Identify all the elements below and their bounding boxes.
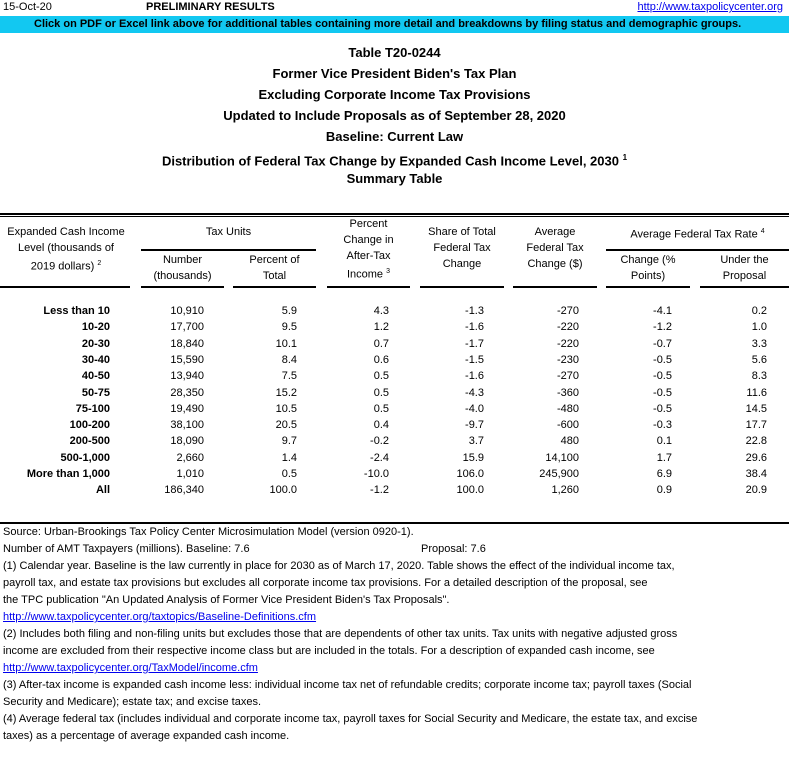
cell-share: -1.3 — [465, 305, 484, 317]
source-note: Source: Urban-Brookings Tax Policy Center Microsimulation Model (version 0920-1). — [3, 526, 414, 538]
table-subtitle-2: Updated to Include Proposals as of September 28, 2020 — [223, 108, 566, 123]
cell-number: 10,910 — [170, 305, 204, 317]
header-number: Number (thousands) — [153, 254, 212, 282]
cell-pct-change: -10.0 — [363, 468, 389, 480]
cell-pct-change: 0.4 — [373, 419, 389, 432]
cell-rate-change: -0.7 — [653, 337, 672, 350]
cell-avg-change: -360 — [556, 386, 579, 399]
cell-percent-of-total: 10.1 — [275, 337, 297, 350]
header-income-level: Expanded Cash Income Level (thousands of 2019 dollars) $^2$ — [7, 226, 125, 273]
cell-pct-change: -2.4 — [370, 451, 389, 464]
cell-rate-change: -4.1 — [653, 305, 672, 317]
cell-number: 186,340 — [164, 484, 204, 497]
header-rule — [327, 286, 410, 288]
cell-income-level: 200-500 — [69, 435, 110, 448]
cell-rate: 29.6 — [745, 451, 767, 464]
table-row — [0, 319, 789, 335]
cell-share: -4.0 — [465, 402, 484, 415]
table-row — [0, 401, 789, 417]
cell-share: -1.5 — [465, 353, 484, 366]
footnote-4: (4) Average federal tax (includes individual and corporate income tax, payroll taxes for Social Security and Medicare, the estate tax, and excise — [3, 713, 698, 725]
top-bar — [0, 0, 789, 15]
baseline-definitions-link[interactable]: http://www.taxpolicycenter.org/taxtopics/Baseline-Definitions.cfm — [3, 611, 317, 623]
cell-rate: 5.6 — [751, 353, 767, 366]
summary-label: Summary Table — [346, 171, 443, 186]
cell-rate: 20.9 — [745, 484, 767, 497]
cell-avg-change: -270 — [556, 370, 579, 383]
cell-rate: 3.3 — [751, 337, 767, 350]
table-titles — [0, 42, 789, 189]
cell-income-level: 500-1,000 — [60, 451, 110, 464]
cell-rate-change: 6.9 — [656, 468, 672, 480]
cell-share: -1.6 — [465, 321, 484, 334]
footnote-1: (1) Calendar year. Baseline is the law currently in place for 2030 as of March 17, 2020. Table shows the effect of the individual income tax, — [3, 560, 675, 572]
cell-share: -4.3 — [465, 386, 484, 399]
cell-rate: 14.5 — [745, 402, 767, 415]
header-rule — [513, 286, 597, 288]
cell-pct-change: -1.2 — [370, 484, 389, 497]
cell-income-level: Less than 10 — [43, 305, 110, 317]
table-row — [0, 466, 789, 482]
cell-rate: 17.7 — [745, 419, 767, 432]
cell-rate-change: -0.5 — [653, 353, 672, 366]
cell-rate: 8.3 — [751, 370, 767, 383]
header-tax-units: Tax Units — [205, 226, 252, 238]
cell-rate-change: 0.1 — [656, 435, 672, 448]
cell-income-level: 20-30 — [81, 337, 110, 350]
cell-pct-change: 0.7 — [373, 337, 389, 350]
tpc-website-link[interactable]: http://www.taxpolicycenter.org — [637, 1, 783, 13]
cell-number: 38,100 — [170, 419, 204, 432]
cell-avg-change: -230 — [556, 353, 579, 366]
cell-pct-change: 4.3 — [373, 305, 389, 317]
header-rate-under-proposal: Under the Proposal — [720, 254, 769, 282]
cell-avg-change: 245,900 — [539, 468, 579, 480]
cell-avg-change: -220 — [556, 337, 579, 350]
cell-avg-change: -220 — [556, 321, 579, 334]
header-rule — [700, 286, 789, 288]
table-row — [0, 352, 789, 368]
cell-rate-change: -0.5 — [653, 370, 672, 383]
cell-rate: 22.8 — [745, 435, 767, 448]
header-rule — [420, 286, 504, 288]
table-title: Former Vice President Biden's Tax Plan — [272, 66, 517, 81]
cell-rate-change: -0.3 — [653, 419, 672, 432]
cell-rate: 1.0 — [751, 321, 767, 334]
cell-percent-of-total: 0.5 — [281, 468, 297, 480]
cell-percent-of-total: 9.7 — [281, 435, 297, 448]
header-pct-change-after-tax: Percent Change in After-Tax Income $^3$ — [343, 218, 394, 281]
cell-pct-change: 0.5 — [373, 386, 389, 399]
cell-share: 15.9 — [462, 451, 484, 464]
footnote-3: (3) After-tax income is expanded cash income less: individual income tax net of refundable credits; corporate income tax; payroll taxes (Social — [3, 679, 692, 691]
cell-percent-of-total: 9.5 — [281, 321, 297, 334]
header-rule — [233, 286, 316, 288]
cell-rate-change: 1.7 — [656, 451, 672, 464]
cell-avg-change: -480 — [556, 402, 579, 415]
cell-rate: 0.2 — [751, 305, 767, 317]
table-row — [0, 417, 789, 433]
cell-pct-change: 1.2 — [373, 321, 389, 334]
cell-rate-change: -1.2 — [653, 321, 672, 334]
cell-share: -9.7 — [465, 419, 484, 432]
cell-rate-change: 0.9 — [656, 484, 672, 497]
cell-income-level: 75-100 — [75, 402, 110, 415]
cell-number: 17,700 — [170, 321, 204, 334]
cell-pct-change: 0.5 — [373, 370, 389, 383]
income-definition-link[interactable]: http://www.taxpolicycenter.org/TaxModel/income.cfm — [3, 662, 258, 674]
tax-units-group-rule — [141, 249, 316, 251]
table-row — [0, 385, 789, 401]
cell-number: 13,940 — [170, 370, 204, 383]
preliminary-label: PRELIMINARY RESULTS — [146, 1, 275, 13]
banner-text: Click on PDF or Excel link above for additional tables containing more detail and breakdowns by filing status and demographic groups. — [34, 18, 742, 30]
header-avg-fed-tax-rate: Average Federal Tax Rate $^4$ — [630, 228, 765, 241]
header-avg-fed-tax-change: Average Federal Tax Change ($) — [526, 226, 584, 270]
distribution-title: Distribution of Federal Tax Change by Expanded Cash Income Level, 2030 $^1$ — [161, 153, 628, 169]
cell-number: 19,490 — [170, 402, 204, 415]
cell-income-level: 30-40 — [81, 353, 110, 366]
cell-avg-change: -270 — [556, 305, 579, 317]
baseline-label: Baseline: Current Law — [325, 129, 464, 144]
cell-rate: 11.6 — [746, 386, 767, 399]
cell-share: -1.6 — [465, 370, 484, 383]
tax-rate-group-rule — [606, 249, 789, 251]
cell-percent-of-total: 100.0 — [269, 484, 297, 497]
cell-percent-of-total: 1.4 — [281, 451, 297, 464]
table-id: Table T20-0244 — [348, 45, 441, 60]
cell-share: 3.7 — [468, 435, 484, 448]
cell-avg-change: -600 — [556, 419, 579, 432]
cell-income-level: 10-20 — [81, 321, 110, 334]
amt-taxpayers-note: Number of AMT Taxpayers (millions). Baseline: 7.6 Proposal: 7.6 — [3, 543, 486, 555]
cell-pct-change: 0.5 — [373, 402, 389, 415]
cell-avg-change: 1,260 — [551, 484, 579, 497]
header-rule — [606, 286, 690, 288]
table-row — [0, 482, 789, 498]
cell-rate: 38.4 — [745, 468, 767, 480]
cell-avg-change: 480 — [560, 435, 579, 448]
table-row — [0, 450, 789, 466]
cell-share: 100.0 — [456, 484, 484, 497]
cell-number: 15,590 — [170, 353, 204, 366]
cell-rate-change: -0.5 — [653, 386, 672, 399]
cell-pct-change: -0.2 — [370, 435, 389, 448]
cell-percent-of-total: 15.2 — [275, 386, 297, 399]
cell-percent-of-total: 10.5 — [275, 402, 297, 415]
cell-share: 106.0 — [456, 468, 484, 480]
report-date: 15-Oct-20 — [3, 1, 52, 13]
table-row — [0, 433, 789, 449]
cell-number: 1,010 — [176, 468, 204, 480]
table-subtitle-1: Excluding Corporate Income Tax Provisions — [258, 87, 531, 102]
table-notes: Source: Urban-Brookings Tax Policy Center Microsimulation Model (version 0920-1). Number of AMT Taxpayers (millions). Baseline: 7.6 Proposal: 7.6 (1) Calendar year. Baseline is the law currently in place for 2030 as of March 17, 2020. Table shows the effect of the individual income tax, payroll tax, and estate tax provisions but excludes all corporate income tax provisions. For a detailed description of the proposal, see the TPC publication "An Updated Analysis of Former Vice President Biden's Tax Proposals". http://www.taxpolicycenter.org/taxtopics/Baseline-Definitions.cfm (2) Includes both filing and non-filing units but excludes those that are dependents of other tax units. Tax units with negative adjusted gross income are excluded from their respective income class but are included in the totals. For a description of expanded cash income, see http://www.taxpolicycenter.org/TaxModel/income.cfm (3) After-tax income is expanded cash income less: individual income tax net of refundable credits; corporate income tax; payroll taxes (Social Security and Medicare); estate tax; and excise taxes. (4) Average federal tax (includes individual and corporate income tax, payroll taxes for Social Security and Medicare, the estate tax, and excise taxes) as a percentage of average expanded cash income. — [3, 524, 787, 745]
header-rate-change-points: Change (% Points) — [620, 254, 676, 282]
cell-income-level: 100-200 — [69, 419, 110, 432]
header-share-total-change: Share of Total Federal Tax Change — [428, 226, 496, 270]
cell-income-level: More than 1,000 — [26, 468, 110, 480]
footnote-2: (2) Includes both filing and non-filing units but excludes those that are dependents of other tax units. Tax units with negative adjusted gross — [3, 628, 678, 640]
table-row — [0, 368, 789, 384]
cell-percent-of-total: 20.5 — [275, 419, 297, 432]
cell-avg-change: 14,100 — [545, 451, 579, 464]
info-banner — [0, 16, 789, 33]
table-row — [0, 336, 789, 352]
cell-number: 18,090 — [170, 435, 204, 448]
header-rule — [141, 286, 224, 288]
cell-percent-of-total: 7.5 — [281, 370, 297, 383]
cell-share: -1.7 — [465, 337, 484, 350]
cell-number: 2,660 — [176, 451, 204, 464]
cell-number: 28,350 — [170, 386, 204, 399]
cell-number: 18,840 — [170, 337, 204, 350]
cell-percent-of-total: 5.9 — [281, 305, 297, 317]
cell-pct-change: 0.6 — [373, 353, 389, 366]
header-percent-of-total: Percent of Total — [249, 254, 300, 282]
table-row — [0, 303, 789, 319]
cell-income-level: All — [95, 484, 110, 497]
cell-rate-change: -0.5 — [653, 402, 672, 415]
header-rule — [0, 286, 130, 288]
cell-percent-of-total: 8.4 — [281, 353, 297, 366]
cell-income-level: 50-75 — [81, 386, 110, 399]
cell-income-level: 40-50 — [81, 370, 110, 383]
